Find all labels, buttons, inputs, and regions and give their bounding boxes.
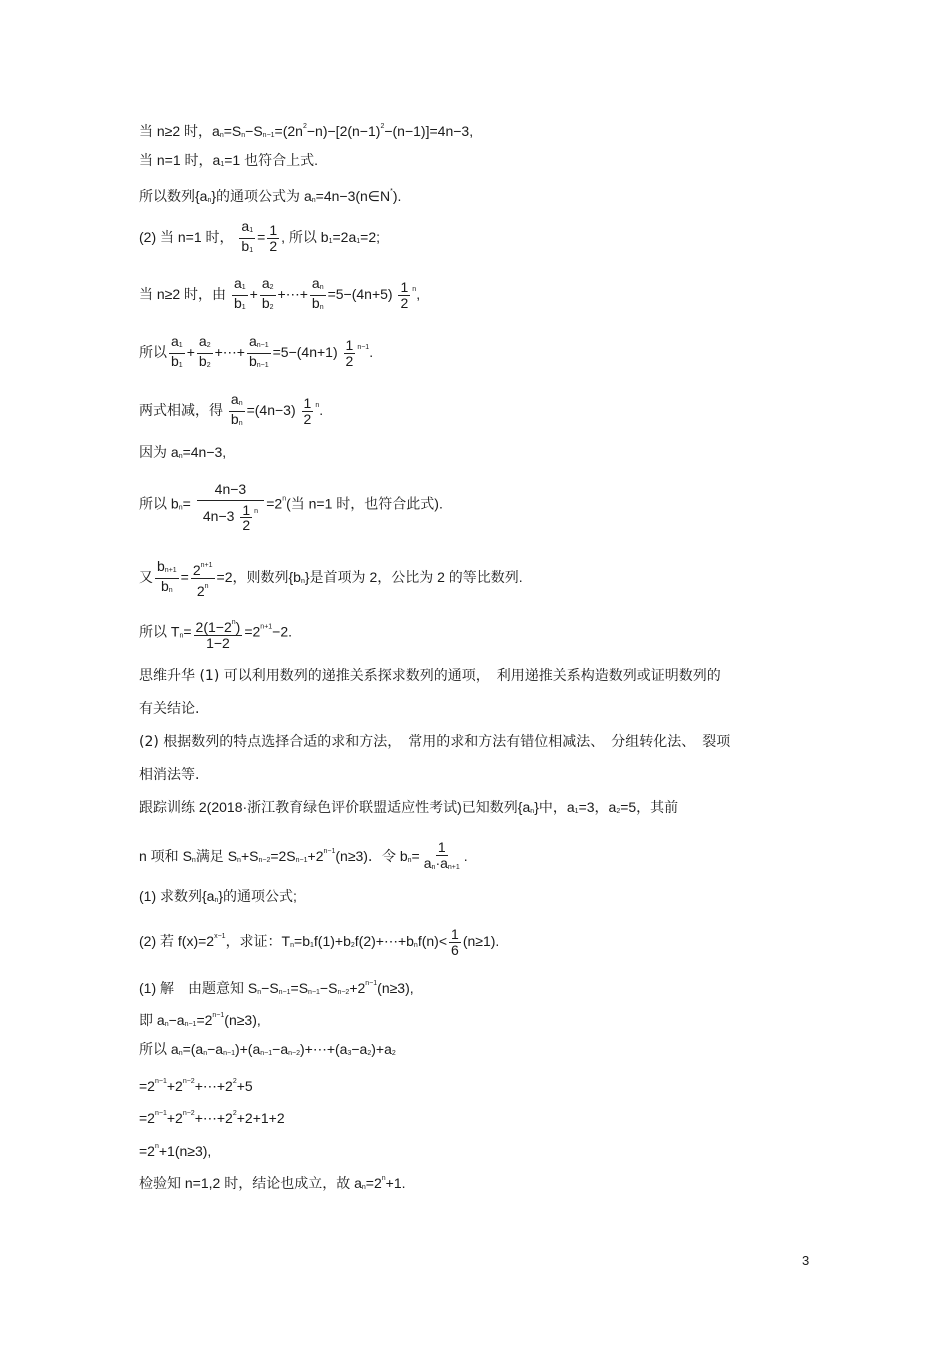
line-6: 所以 $\frac{a_1}{b_1}$ + $\frac{a_2}{b_2}$ +⋯+ $\frac{a_{n-1}}{b_{n-1}}$ =5−(4n+1) $\frac{1}{2}$ $^{n-1}$. <box>139 334 373 373</box>
solution-line-7: 检验知 n=1,2 时，结论也成立，故 $a_n=2^n+1$. <box>139 1175 406 1191</box>
insight-line-1: 思维升华 (1) 可以利用数列的递推关系探求数列的通项， 利用递推关系构造数列或证明数列的 <box>139 668 721 684</box>
solution-line-2: 即 $a_n-a_{n-1}=2^{n-1}(n\ge 3)$, <box>139 1012 261 1028</box>
fraction-a1-b1: $\frac{a_1}{b_1}$ <box>241 218 254 254</box>
fraction-a1-b1: $\frac{a_1}{b_1}$ <box>171 333 183 369</box>
fraction-a2-b2: $\frac{a_2}{b_2}$ <box>261 275 274 311</box>
fraction-geometric-sum: $\frac{2(1-2^n)}{1-2}$ <box>194 615 243 651</box>
question-1: (1) 求数列$\{a_n\}$的通项公式; <box>139 888 297 904</box>
fraction-an-bn: $\frac{a_n}{b_n}$ <box>311 275 324 311</box>
fraction-a2-b2: $\frac{a_2}{b_2}$ <box>198 333 211 369</box>
page-number: 3 <box>802 1253 810 1268</box>
line-4: (2) 当 n=1 时， $\frac{a_1}{b_1}$ = $\frac{1}{2}$ , 所以 $b_1=2a_1=2$; <box>139 219 380 258</box>
fraction-bn-def: $\frac{1}{a_n\cdot a_{n+1}}$ <box>423 839 460 871</box>
fraction-an-bn: $\frac{a_n}{b_n}$ <box>230 391 243 427</box>
line-10: 又 $\frac{b_{n+1}}{b_n}$ = $\frac{2^{n+1}}{2^n}$ =2，则数列$\{b_n\}$是首项为 2，公比为 2 的等比数列. <box>139 558 523 599</box>
line-8: 因为 $a_n=4n-3$, <box>139 444 227 460</box>
question-2: (2) 若 $f(x)=2^{x-1}$，求证：$T_n=b_1f(1)+b_2f(2)+\cdots+b_nf(n)<$ $\frac{1}{6}$ (n≥1). <box>139 926 500 958</box>
line-9: 所以 $b_n=$ 4n−3 4n−3 $\frac{1}{2}$ $^n$ $=2^n$(当 n=1 时，也符合此式). <box>139 478 443 532</box>
fraction-half: $\frac{1}{2}$ <box>400 279 409 311</box>
fraction-half: $\frac{1}{2}$ <box>345 337 354 369</box>
practice-title: 跟踪训练 2(2018·浙江教育绿色评价联盟适应性考试)已知数列$\{a_n\}$中，$a_1=3$，$a_2=5$，其前 <box>139 799 679 815</box>
line-7: 两式相减，得 $\frac{a_n}{b_n}$ =(4n−3) $\frac{1}{2}$ $^n$. <box>139 392 323 431</box>
fraction-bn-value: 4n−3 4n−3 $\frac{1}{2}$ $^n$ <box>197 478 265 532</box>
fraction-half: $\frac{1}{2}$ <box>242 501 251 533</box>
line-5: 当 n≥2 时，由 $\frac{a_1}{b_1}$ + $\frac{a_2}{b_2}$ +⋯+ $\frac{a_n}{b_n}$ =5−(4n+5) $\frac{1}{2}$ $^n$, <box>139 276 420 315</box>
practice-condition: n 项和 $S_n$满足 $S_n+S_{n-2}=2S_{n-1}+2^{n-1}(n\ge 3)$．令 $b_n=$ $\frac{1}{a_n\cdot a_{n+1}}$ . <box>139 840 468 875</box>
fraction-half: $\frac{1}{2}$ <box>269 222 278 254</box>
fraction-an1-bn1: $\frac{a_{n-1}}{b_{n-1}}$ <box>248 333 269 369</box>
solution-line-3: 所以 $a_n=(a_n-a_{n-1})+(a_{n-1}-a_{n-2})+\cdots+(a_3-a_2)+a_2$ <box>139 1041 396 1057</box>
fraction-half: $\frac{1}{2}$ <box>303 395 312 427</box>
line-3: 所以数列$\{a_n\}$的通项公式为 $a_n=4n-3(n\in N^*)$. <box>139 188 402 204</box>
fraction-bn1-bn: $\frac{b_{n+1}}{b_n}$ <box>157 558 177 594</box>
insight-line-2: 有关结论. <box>139 701 200 717</box>
line-1: 当 n≥2 时，$a_n=S_n-S_{n-1}=(2n^2-n)-[2(n-1)^2-(n-1)]=4n-3$, <box>139 123 474 139</box>
insight-line-3: (2) 根据数列的特点选择合适的求和方法， 常用的求和方法有错位相减法、 分组转化法、 裂项 <box>139 734 731 750</box>
solution-line-4: $=2^{n-1}+2^{n-2}+\cdots+2^2+5$ <box>139 1078 253 1094</box>
solution-line-1: (1) 解 由题意知 $S_n-S_{n-1}=S_{n-1}-S_{n-2}+2^{n-1}(n\ge 3)$, <box>139 980 414 996</box>
insight-line-4: 相消法等. <box>139 767 200 783</box>
solution-line-6: $=2^n+1(n\ge 3)$, <box>139 1143 212 1159</box>
fraction-2n1-2n: $\frac{2^{n+1}}{2^n}$ <box>191 558 215 599</box>
line-11: 所以 $T_n=$ $\frac{2(1-2^n)}{1-2}$ $=2^{n+1}-2$. <box>139 615 292 651</box>
line-2: 当 n=1 时，$a_1=1$ 也符合上式. <box>139 152 318 168</box>
fraction-one-sixth: $\frac{1}{6}$ <box>451 926 459 958</box>
fraction-a1-b1: $\frac{a_1}{b_1}$ <box>233 275 246 311</box>
solution-line-5: $=2^{n-1}+2^{n-2}+\cdots+2^2+2+1+2$ <box>139 1110 285 1126</box>
